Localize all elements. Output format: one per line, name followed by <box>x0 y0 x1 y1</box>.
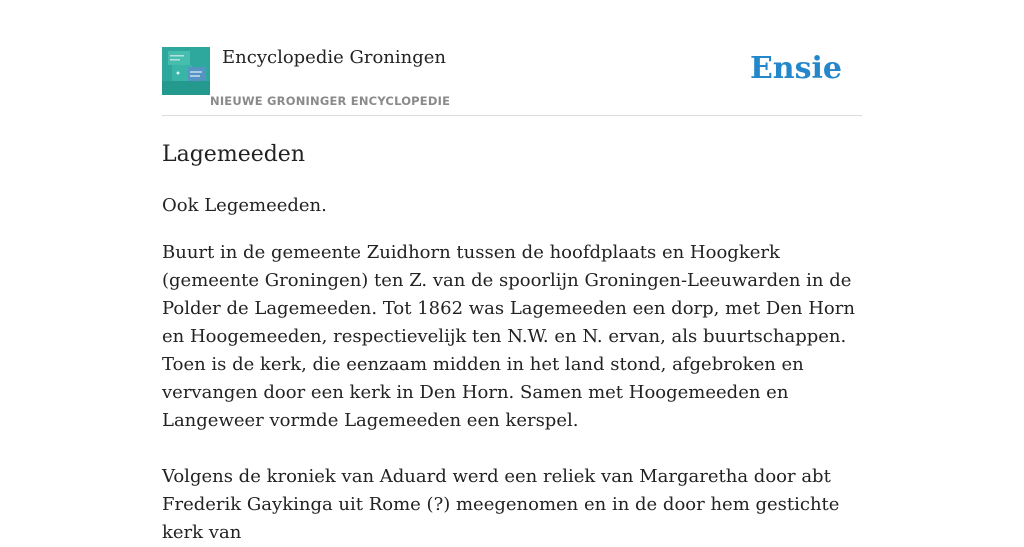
site-header <box>162 0 862 116</box>
article-title: Lagemeeden <box>162 142 305 167</box>
map-thumbnail-icon <box>162 47 210 95</box>
article-paragraph: Volgens de kroniek van Aduard werd een reliek van Margaretha door abt Frederik Gaykinga uit Rome (?) meegenomen en in de door hem gestichte kerk van <box>162 466 840 543</box>
site-subtitle: NIEUWE GRONINGER ENCYCLOPEDIE <box>210 94 451 108</box>
site-title[interactable]: Encyclopedie Groningen <box>222 47 447 68</box>
site-logo-avatar[interactable] <box>162 47 210 95</box>
article-paragraph: Buurt in de gemeente Zuidhorn tussen de hoofdplaats en Hoogkerk (gemeente Groningen) ten Z. van de spoorlijn Groningen-Leeuwarden in de Polder de Lagemeeden. Tot 1862 was Lagemeeden een dorp, met Den Horn en Hoogemeeden, respectievelijk ten N.W. en N. ervan, als buurtschappen. Toen is de kerk, die eenzaam midden in het land stond, afgebroken en vervangen door een kerk in Den Horn. Samen met Hoogemeeden en Langeweer vormde Lagemeeden een kerspel. <box>162 242 855 431</box>
article-paragraph: Ook Legemeeden. <box>162 195 327 216</box>
page-container <box>162 0 862 543</box>
ensie-brand-link[interactable]: Ensie <box>749 51 842 86</box>
